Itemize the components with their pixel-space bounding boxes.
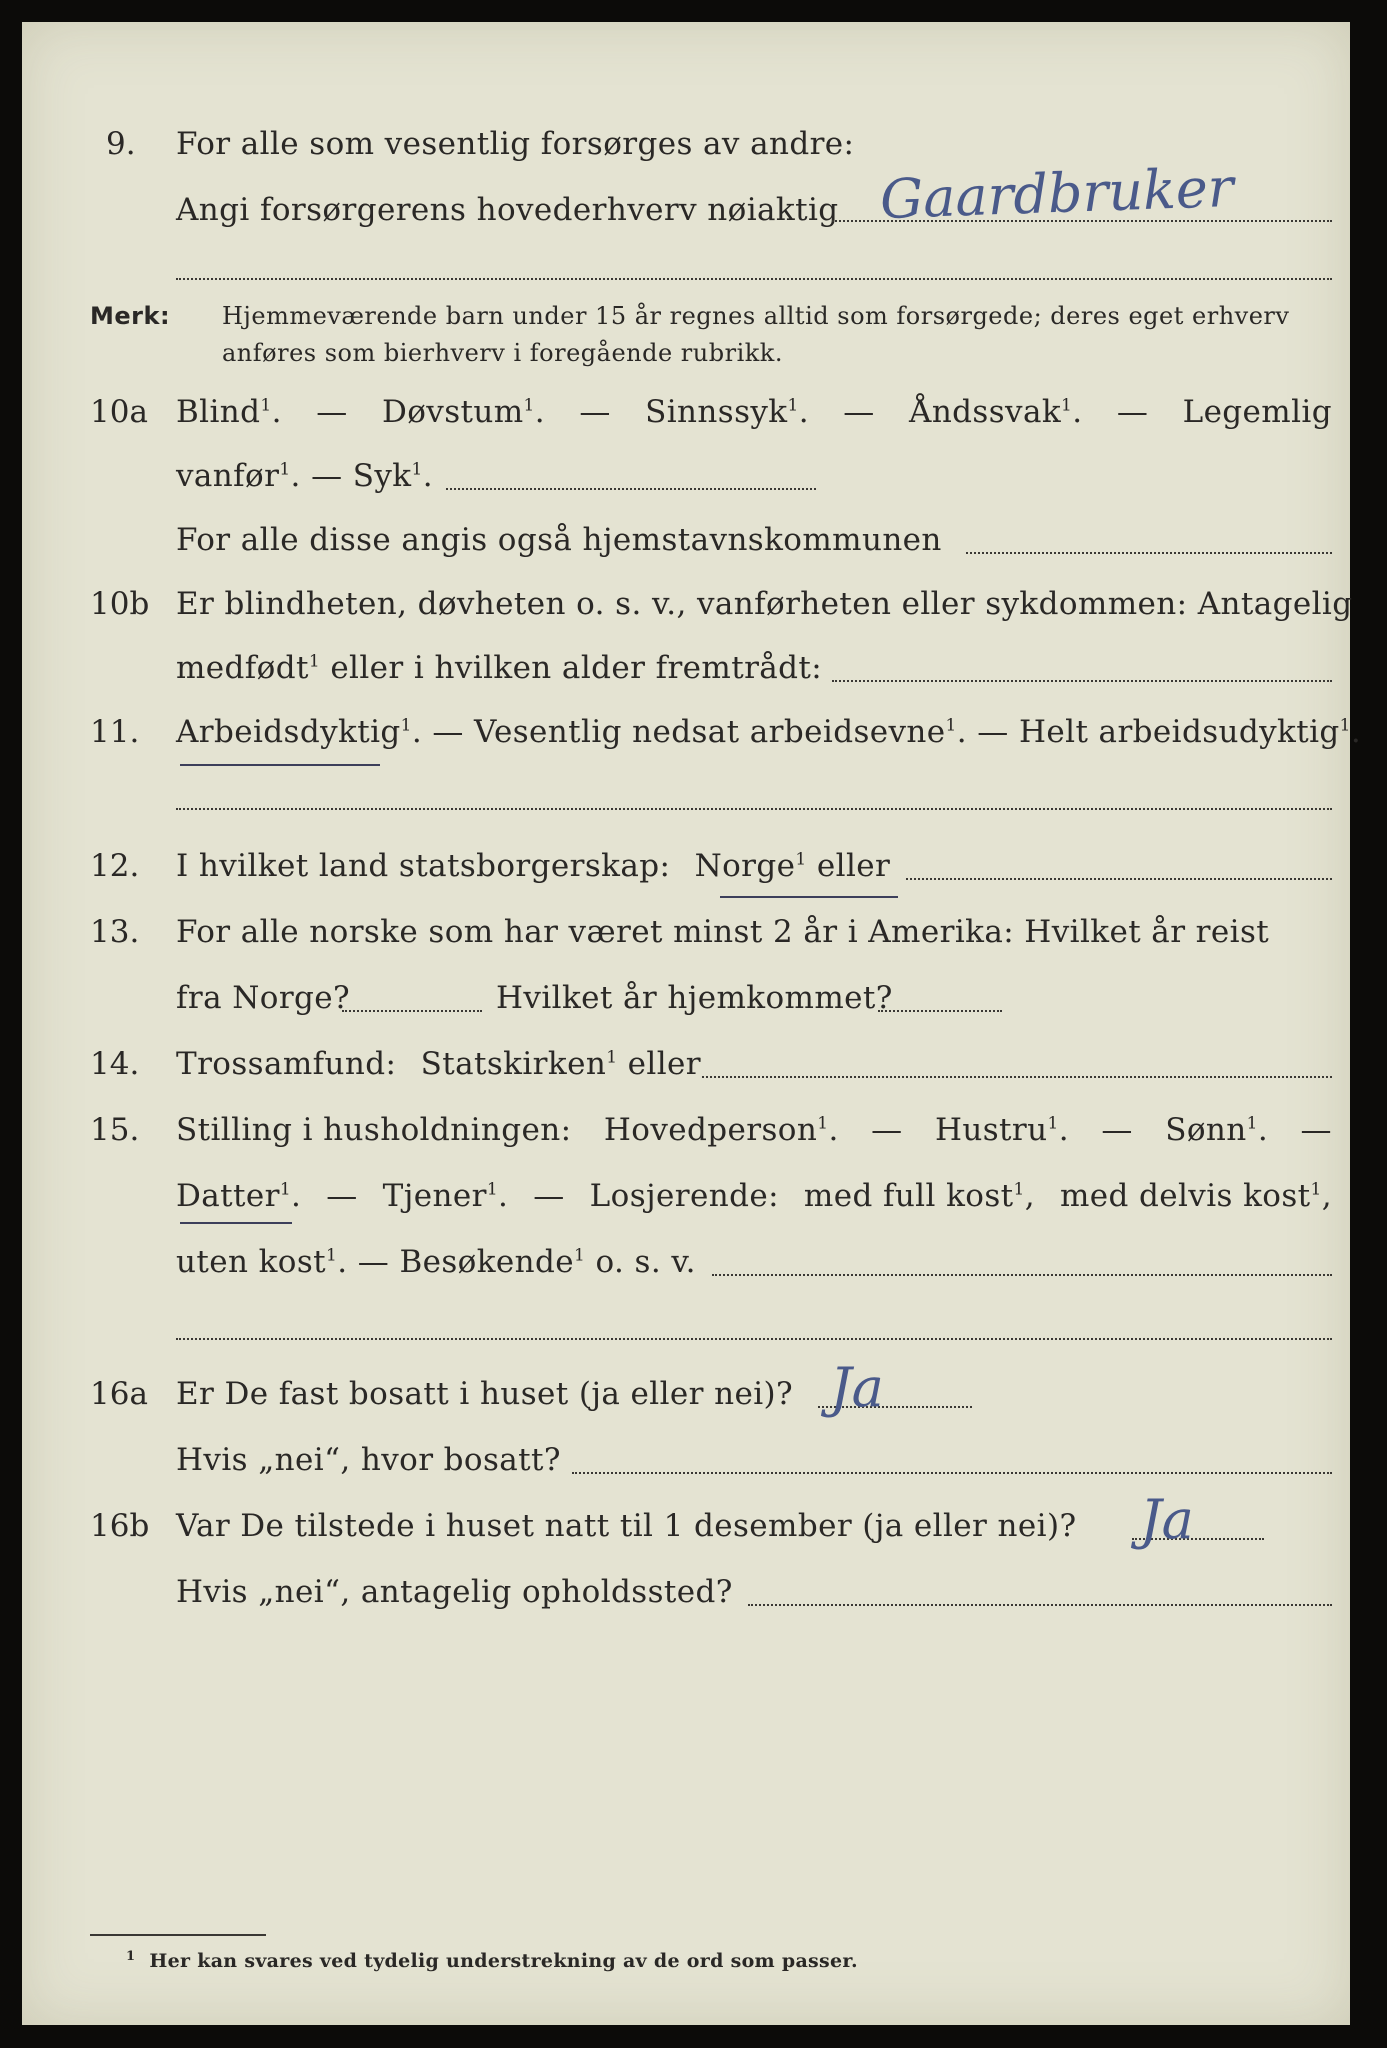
q13-line1: For alle norske som har været minst 2 år i Amerika: Hvilket år reist (176, 914, 1270, 950)
q15-option-fullkost: med full kost$^1$, (803, 1178, 1035, 1214)
q15-stilling-line (712, 1274, 1332, 1276)
q11-option-arbeidsdyktig: Arbeidsdyktig$^1$. (176, 714, 423, 750)
q9-line1: For alle som vesentlig forsørges av andre: (176, 126, 855, 162)
q13-reist-line (342, 1010, 482, 1012)
q15-option-datter: Datter$^1$. (176, 1178, 302, 1214)
q9-line2: Angi forsørgerens hovederhverv nøiaktig (176, 192, 839, 228)
q11-option-vesentlig: Vesentlig nedsat arbeidsevne$^1$. (474, 714, 968, 750)
q13-hjemkommet: Hvilket år hjemkommet? (496, 980, 893, 1016)
q12-land-line (906, 878, 1332, 880)
q10b-alder-line (832, 680, 1332, 682)
q11-underline-arbeidsdyktig (180, 764, 380, 766)
q13-fra-norge: fra Norge? (176, 980, 351, 1016)
q16a-line2: Hvis „nei“, hvor bosatt? (176, 1442, 561, 1478)
q10a-line2: vanfør$^1$. — Syk$^1$. (176, 458, 433, 494)
q14-number: 14. (90, 1046, 140, 1082)
q12-option-norge: Norge$^1$ (694, 848, 807, 884)
q10a-option-dovstum: Døvstum$^1$. (381, 394, 546, 430)
q13-hjemkommet-line (878, 1010, 1002, 1012)
q10b-line2: medfødt$^1$ eller i hvilken alder fremtrådt: (176, 650, 823, 686)
q16b-number: 16b (90, 1508, 150, 1544)
merk-line2: anføres som bierhverv i foregående rubrikk. (222, 339, 783, 367)
q16a-line1: Er De fast bosatt i huset (ja eller nei)? (176, 1376, 794, 1412)
q10b-number: 10b (90, 586, 150, 622)
q10a-line1: Blind$^1$. — Døvstum$^1$. — Sinnssyk$^1$. — Åndssvak$^1$. — Legemlig (176, 394, 1332, 430)
q12-line: I hvilket land statsborgerskap: Norge$^1$ eller (176, 848, 891, 884)
q15-option-besokende: Besøkende$^1$ (399, 1244, 586, 1280)
q16b-line1: Var De tilstede i huset natt til 1 desember (ja eller nei)? (176, 1508, 1077, 1544)
q10a-option-vanfor: vanfør$^1$. (176, 458, 301, 494)
q15-option-hustru: Hustru$^1$. (934, 1112, 1069, 1148)
q16b-handwritten-answer: Ja (1140, 1488, 1194, 1551)
q9-handwritten-answer: Gaardbruker (879, 155, 1235, 232)
q10a-line3: For alle disse angis også hjemstavnskommunen (176, 522, 942, 558)
q9-separator (176, 278, 1332, 280)
q15-underline-datter (180, 1222, 292, 1224)
q15-line1: Stilling i husholdningen: Hovedperson$^1$. — Hustru$^1$. — Sønn$^1$. — (176, 1112, 1332, 1148)
q10a-option-legemlig: Legemlig (1182, 394, 1332, 430)
q16a-number: 16a (90, 1376, 148, 1412)
q10a-hjemstavn-line (966, 552, 1332, 554)
q10b-line1: Er blindheten, døvheten o. s. v., vanførheten eller sykdommen: Antagelig (176, 586, 1353, 622)
q11-separator (176, 808, 1332, 810)
q16a-bosatt-line (572, 1472, 1332, 1474)
q16b-opholdssted-line (748, 1604, 1332, 1606)
q11-option-helt: Helt arbeidsudyktig$^1$. (1018, 714, 1362, 750)
q11-number: 11. (90, 714, 140, 750)
q12-underline-norge (720, 896, 898, 898)
q10a-option-blind: Blind$^1$. (176, 394, 282, 430)
merk-label: Merk: (90, 302, 171, 330)
q10a-option-syk: Syk$^1$. (352, 458, 433, 494)
q12-number: 12. (90, 848, 140, 884)
q10a-syk-line (446, 488, 816, 490)
q10a-option-sinnssyk: Sinnssyk$^1$. (645, 394, 809, 430)
q15-number: 15. (90, 1112, 140, 1148)
q14-option-statskirken: Statskirken$^1$ (420, 1046, 618, 1082)
merk-line1: Hjemmeværende barn under 15 år regnes alltid som forsørgede; deres eget erhverv (222, 302, 1290, 330)
q10b-option-medfodt: medfødt$^1$ (176, 650, 321, 686)
q14-line: Trossamfund: Statskirken$^1$ eller (176, 1046, 702, 1082)
footnote: $^1$ Her kan svares ved tydelig understrekning av de ord som passer. (126, 1948, 858, 1972)
q16a-handwritten-answer: Ja (830, 1356, 884, 1419)
q9-number: 9. (106, 126, 136, 162)
census-form-page (22, 22, 1362, 2025)
q15-option-tjener: Tjener$^1$. (382, 1178, 509, 1214)
q15-option-hovedperson: Hovedperson$^1$. (603, 1112, 839, 1148)
q15-separator (176, 1338, 1332, 1340)
footnote-rule (90, 1934, 266, 1936)
q15-line2: Datter$^1$. — Tjener$^1$. — Losjerende: med full kost$^1$, med delvis kost$^1$, (176, 1178, 1332, 1214)
q15-line3: uten kost$^1$. — Besøkende$^1$ o. s. v. (176, 1244, 696, 1280)
q15-option-utenkost: uten kost$^1$. (176, 1244, 348, 1280)
q14-trossamfund-line (702, 1076, 1332, 1078)
q11-line: Arbeidsdyktig$^1$. — Vesentlig nedsat arbeidsevne$^1$. — Helt arbeidsudyktig$^1$. (176, 714, 1362, 750)
q10a-option-andssvak: Åndssvak$^1$. (909, 394, 1083, 430)
q15-option-delviskost: med delvis kost$^1$, (1059, 1178, 1332, 1214)
q13-number: 13. (90, 914, 140, 950)
q10a-number: 10a (90, 394, 148, 430)
q16b-line2: Hvis „nei“, antagelig opholdssted? (176, 1574, 733, 1610)
q15-option-sonn: Sønn$^1$. (1165, 1112, 1269, 1148)
